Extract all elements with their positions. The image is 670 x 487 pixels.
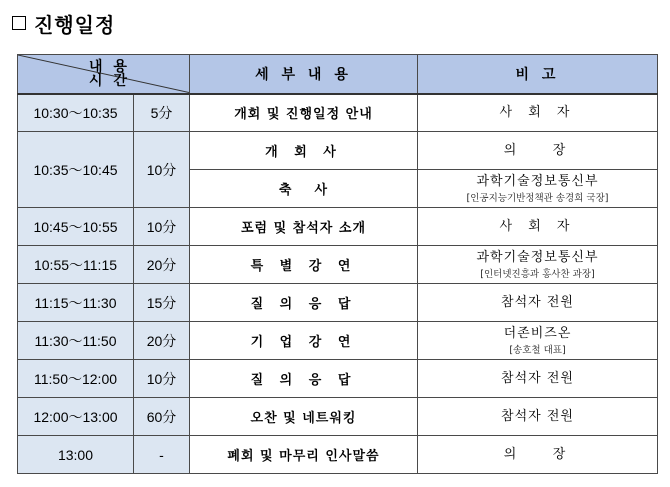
section-heading — [12, 6, 115, 40]
duration-cell: 20分 — [134, 322, 190, 360]
content-cell: 폐회 및 마무리 인사말씀 — [190, 436, 418, 474]
duration-cell: 10分 — [134, 208, 190, 246]
table-row — [18, 436, 658, 474]
table-row — [18, 360, 658, 398]
remark-cell — [418, 132, 658, 170]
content-cell: 특 별 강 연 — [190, 246, 418, 284]
remark-cell — [418, 360, 658, 398]
remark-cell — [418, 398, 658, 436]
remark-subtext: [송호철 대표] — [509, 344, 566, 356]
content-cell: 질 의 응 답 — [190, 284, 418, 322]
remark-cell — [418, 284, 658, 322]
duration-cell: 10分 — [134, 132, 190, 208]
time-cell: 11:15～11:30 — [18, 284, 134, 322]
content-cell: 질 의 응 답 — [190, 360, 418, 398]
content-cell: 개 회 사 — [190, 132, 418, 170]
time-cell: 10:30～10:35 — [18, 94, 134, 132]
remark-text: 과학기술정보통신부 — [476, 249, 599, 265]
table-header-row — [18, 55, 658, 94]
remark-text: 참석자 전원 — [501, 409, 574, 424]
header-time-label: 시 간 — [89, 72, 130, 89]
table-row — [18, 284, 658, 322]
time-cell: 10:45～10:55 — [18, 208, 134, 246]
remark-cell — [418, 94, 658, 132]
table-row — [18, 398, 658, 436]
content-cell: 기 업 강 연 — [190, 322, 418, 360]
table-row — [18, 322, 658, 360]
remark-text: 사 회 자 — [499, 219, 576, 234]
header-remark: 비 고 — [418, 55, 658, 94]
content-cell: 오찬 및 네트워킹 — [190, 398, 418, 436]
duration-cell: 15分 — [134, 284, 190, 322]
table-row — [18, 94, 658, 132]
checkbox-square-icon — [12, 16, 26, 30]
time-cell: 11:50～12:00 — [18, 360, 134, 398]
time-cell: 10:35～10:45 — [18, 132, 134, 208]
table-row — [18, 246, 658, 284]
time-cell: 12:00～13:00 — [18, 398, 134, 436]
remark-text: 참석자 전원 — [501, 295, 574, 310]
remark-text: 더존비즈온 — [503, 325, 572, 341]
duration-cell: 5分 — [134, 94, 190, 132]
remark-cell — [418, 208, 658, 246]
remark-text: 과학기술정보통신부 — [476, 173, 599, 189]
remark-subtext: [인공지능기반정책관 송경희 국장] — [466, 192, 609, 204]
content-cell: 개회 및 진행일정 안내 — [190, 94, 418, 132]
table-row — [18, 132, 658, 170]
remark-text: 사 회 자 — [499, 105, 576, 121]
duration-cell: 10分 — [134, 360, 190, 398]
table-row — [18, 208, 658, 246]
remark-text: 의 장 — [503, 143, 572, 158]
remark-text: 의 장 — [503, 447, 572, 462]
header-content-label: 내 용 — [89, 58, 130, 75]
schedule-table — [17, 54, 658, 474]
content-cell: 포럼 및 참석자 소개 — [190, 208, 418, 246]
remark-cell — [418, 436, 658, 474]
duration-cell: 60分 — [134, 398, 190, 436]
time-cell: 10:55～11:15 — [18, 246, 134, 284]
remark-cell — [418, 246, 658, 284]
remark-text: 참석자 전원 — [501, 371, 574, 386]
page-title: 진행일정 — [34, 12, 116, 37]
header-detail: 세 부 내 용 — [190, 55, 418, 94]
remark-cell — [418, 322, 658, 360]
duration-cell: 20分 — [134, 246, 190, 284]
duration-cell: - — [134, 436, 190, 474]
time-cell: 11:30～11:50 — [18, 322, 134, 360]
remark-cell — [418, 170, 658, 208]
time-cell: 13:00 — [18, 436, 134, 474]
header-time-content — [18, 55, 190, 94]
content-cell: 축 사 — [190, 170, 418, 208]
remark-subtext: [인터넷진흥과 홍사찬 과장] — [480, 268, 595, 280]
